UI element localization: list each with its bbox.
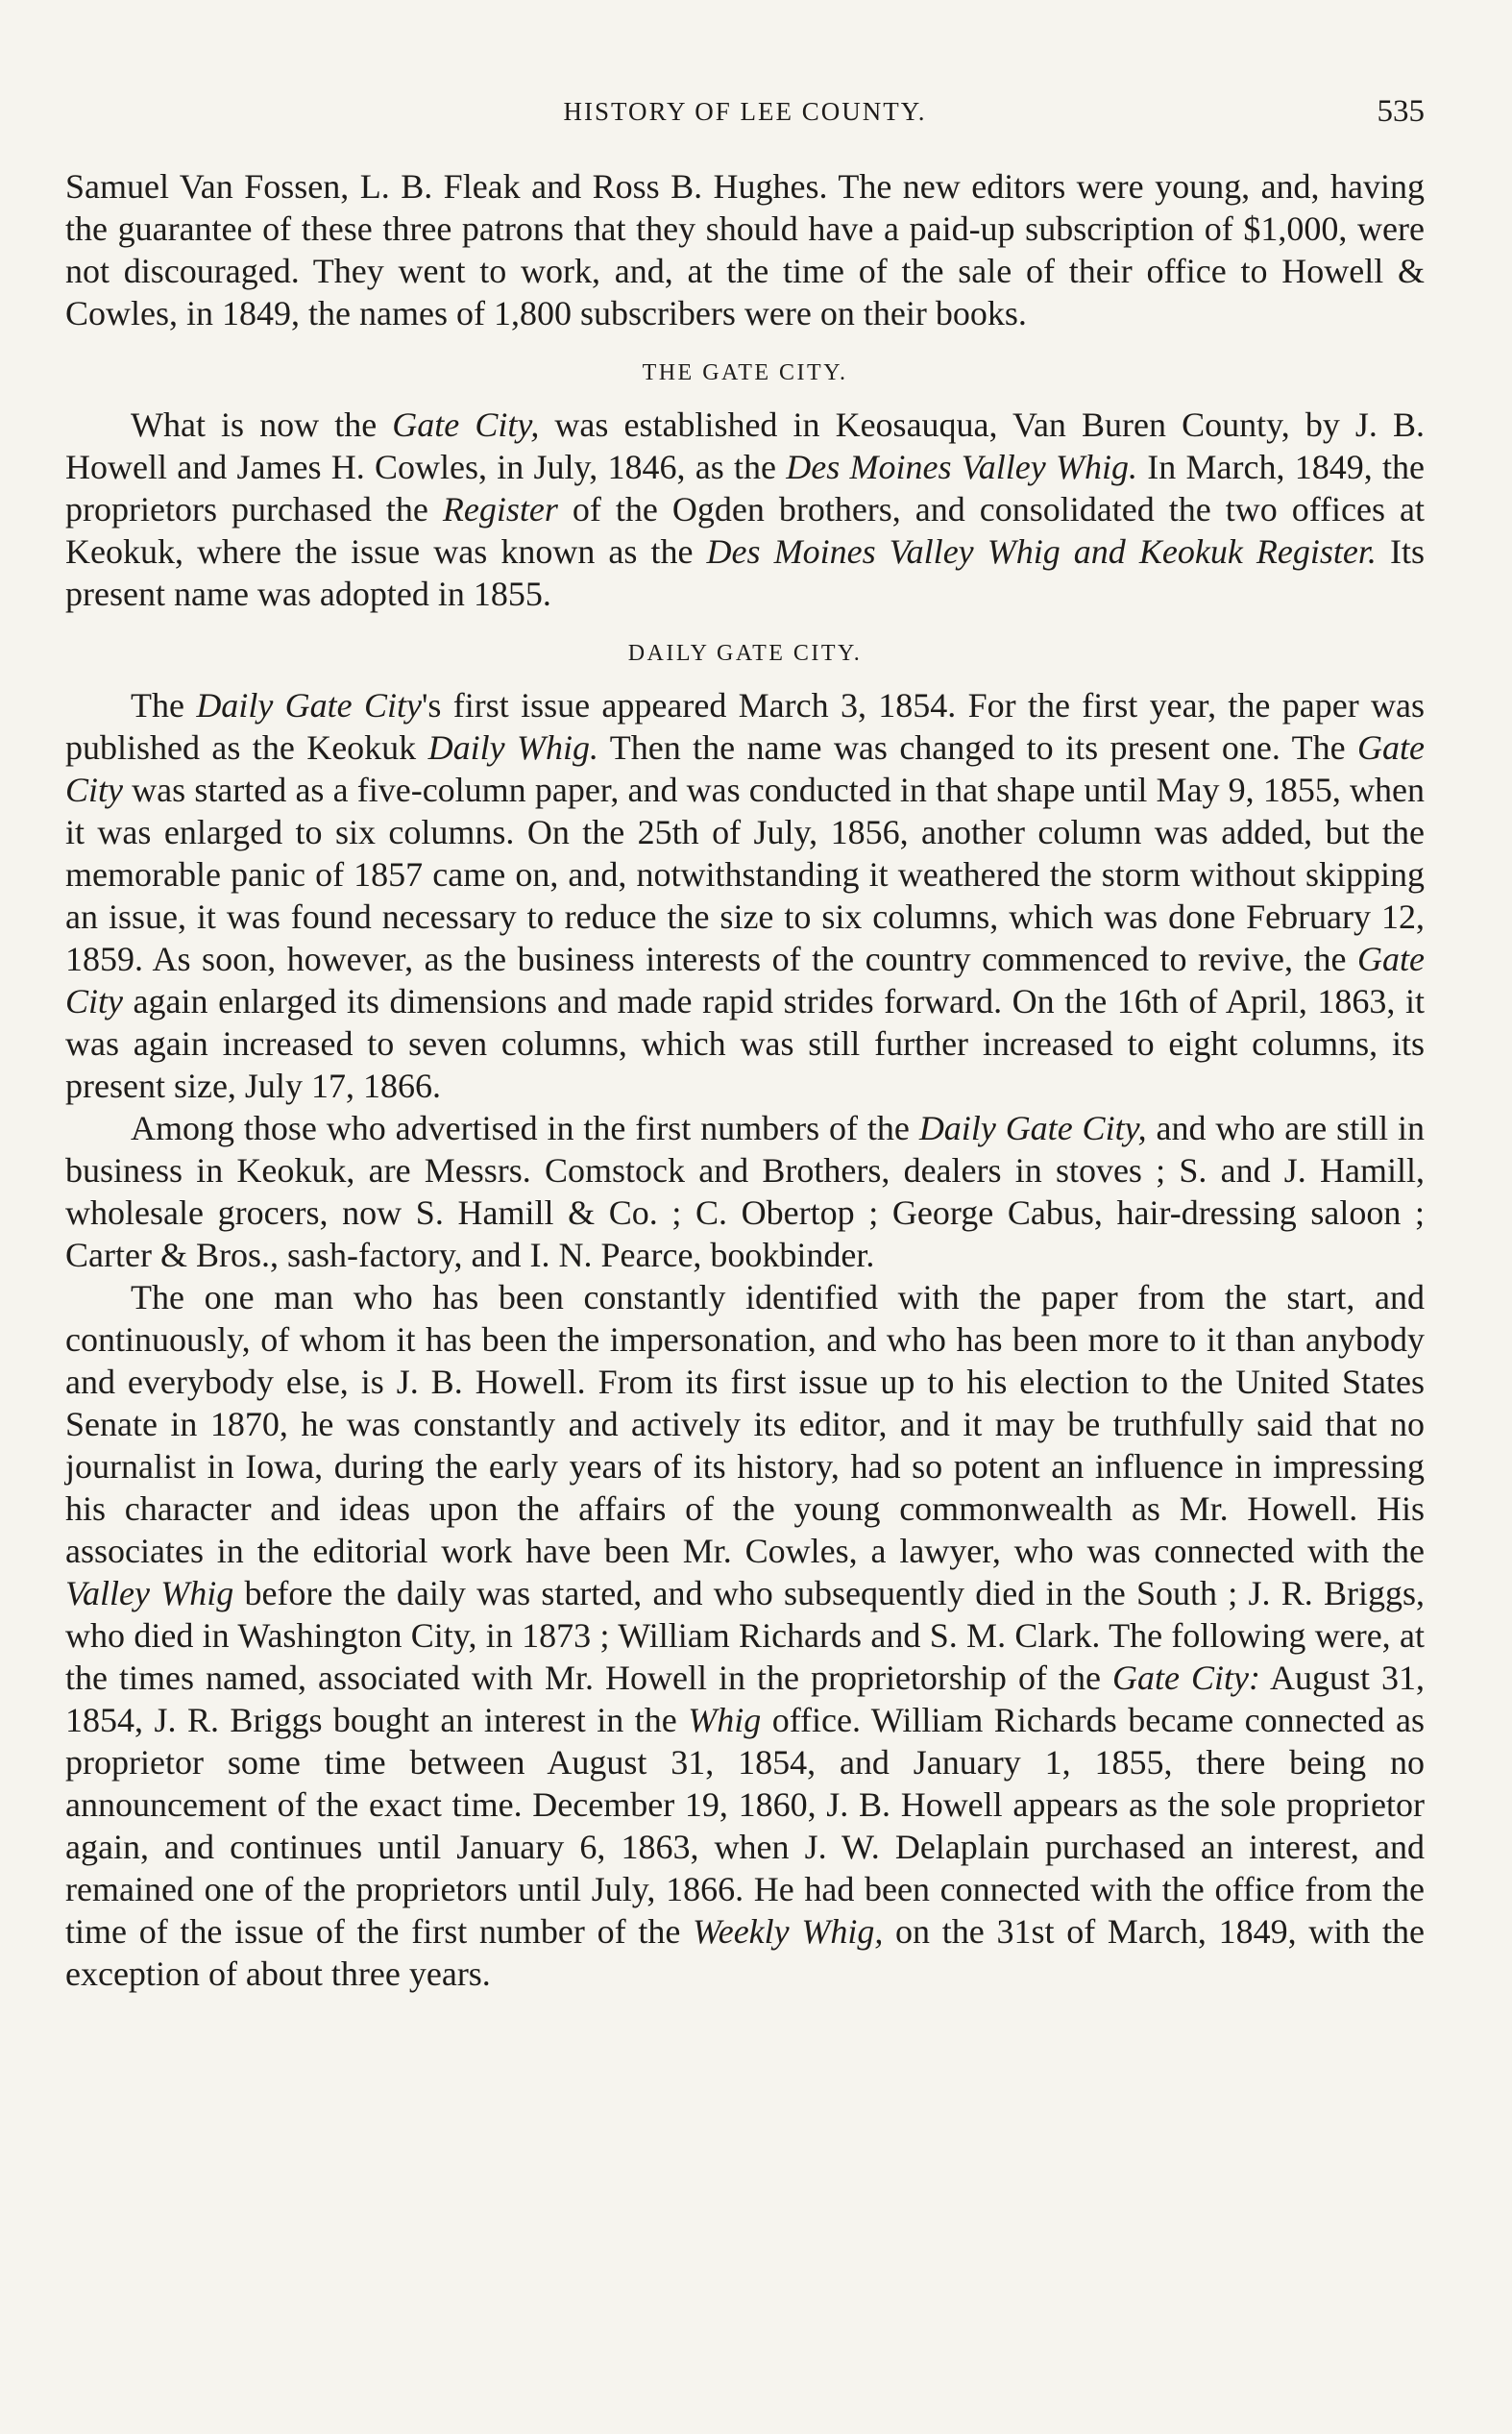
running-head (65, 88, 1425, 135)
text-run: The one man who has been constantly identified with the paper from the start, and continuously, of whom it has been the impersonation, and who has been more to it than anybody and everybody else, is J. B. Howell. From its first issue up to his election to the United States Senate in 1870, he was constantly and actively its editor, and it may be truthfully said that no journalist in Iowa, during the early years of its history, had so potent an influence in impressing his character and ideas upon the affairs of the young commonwealth as Mr. Howell. His associates in the editorial work have been Mr. Cowles, a lawyer, who was connected with the (65, 1278, 1425, 1570)
running-title: HISTORY OF LEE COUNTY. (563, 97, 927, 126)
text-run: Then the name was changed to its present one. The (598, 728, 1358, 767)
section-heading-gate-city: THE GATE CITY. (642, 360, 848, 385)
paragraph-gate-city-history (65, 404, 1425, 615)
page-number: 535 (1377, 94, 1425, 129)
text-run: of the Ogden brothers, and consolidated the two offices at Keokuk, where the issue was known as the (65, 490, 1425, 571)
italic-newspaper-title: Valley Whig (65, 1574, 234, 1612)
paragraph-daily-first-issue (65, 684, 1425, 1107)
text-run: on the 31st of March, 1849, with the exception of about three years. (65, 1912, 1425, 1993)
italic-newspaper-title: Gate City, (392, 406, 540, 444)
italic-newspaper-title: Gate City: (1111, 1659, 1260, 1697)
text-run: office. William Richards became connected as proprietor some time between August 31, 1854, and January 1, 1855, there being no announcement of the exact time. December 19, 1860, J. B. Howell appears as the sole proprietor again, and continues until January 6, 1863, when J. W. Delaplain purchased an interest, and remained one of the proprietors until July, 1866. He had been connected with the office from the time of the issue of the first number of the (65, 1701, 1425, 1951)
text-run: 's first issue appeared March 3, 1854. For the first year, the paper was published as the Keokuk (65, 686, 1426, 767)
italic-newspaper-title: Daily Gate City, (918, 1109, 1147, 1147)
body-text (65, 165, 1425, 1995)
text-run: again enlarged its dimensions and made rapid strides forward. On the 16th of April, 1863, it was again increased to seven columns, which was still further increased to eight columns, its present size, July 17, 1866. (65, 982, 1425, 1105)
paragraph-advertisers (65, 1107, 1425, 1276)
italic-newspaper-title: Daily Whig. (427, 728, 598, 767)
text-run: The (131, 686, 197, 725)
text-run: Among those who advertised in the first numbers of the (131, 1109, 919, 1147)
text-run: before the daily was started, and who subsequently died in the South ; J. R. Briggs, who died in Washington City, in 1873 ; William Richards and S. M. Clark. The following were, at the times named, associated with Mr. Howell in the proprietorship of the (65, 1574, 1425, 1697)
italic-newspaper-title: Des Moines Valley Whig and Keokuk Register. (706, 532, 1377, 571)
paragraph-continued: Samuel Van Fossen, L. B. Fleak and Ross B. Hughes. The new editors were young, and, having the guarantee of these three patrons that they should have a paid-up subscription of $1,000, were not discouraged. They went to work, and, at the time of the sale of their office to Howell & Cowles, in 1849, the names of 1,800 subscribers were on their books. (65, 167, 1425, 332)
text-run: and who are still in business in Keokuk, are Messrs. Comstock and Brothers, dealers in stoves ; S. and J. Hamill, wholesale grocers, now S. Hamill & Co. ; C. Obertop ; George Cabus, hair-dressing saloon ; Carter & Bros., sash-factory, and I. N. Pearce, bookbinder. (65, 1109, 1425, 1274)
italic-newspaper-title: Register (442, 490, 558, 529)
text-run: was established in Keosauqua, Van Buren County, by J. B. Howell and James H. Cowles, in July, 1846, as the (65, 406, 1425, 486)
italic-newspaper-title: Gate City (65, 728, 1425, 809)
text-run: was started as a five-column paper, and was conducted in that shape until May 9, 1855, when it was enlarged to six columns. On the 25th of July, 1856, another column was added, but the memorable panic of 1857 came on, and, notwithstanding it weathered the storm without skipping an issue, it was found necessary to reduce the size to six columns, which was done February 12, 1859. As soon, however, as the business interests of the country commenced to revive, the (65, 771, 1425, 978)
text-run: August 31, 1854, J. R. Briggs bought an interest in the (65, 1659, 1425, 1739)
italic-newspaper-title: Whig (688, 1701, 762, 1739)
text-run: What is now the (131, 406, 393, 444)
italic-newspaper-title: Daily Gate City (196, 686, 422, 725)
text-run: In March, 1849, the proprietors purchased the (65, 448, 1425, 529)
text-run: Its present name was adopted in 1855. (65, 532, 1426, 613)
paragraph-howell-editorship (65, 1276, 1425, 1995)
section-heading-daily-gate-city: DAILY GATE CITY. (627, 641, 863, 666)
italic-newspaper-title: Des Moines Valley Whig. (786, 448, 1137, 486)
italic-newspaper-title: Weekly Whig, (693, 1912, 884, 1951)
italic-newspaper-title: Gate City (65, 940, 1425, 1020)
